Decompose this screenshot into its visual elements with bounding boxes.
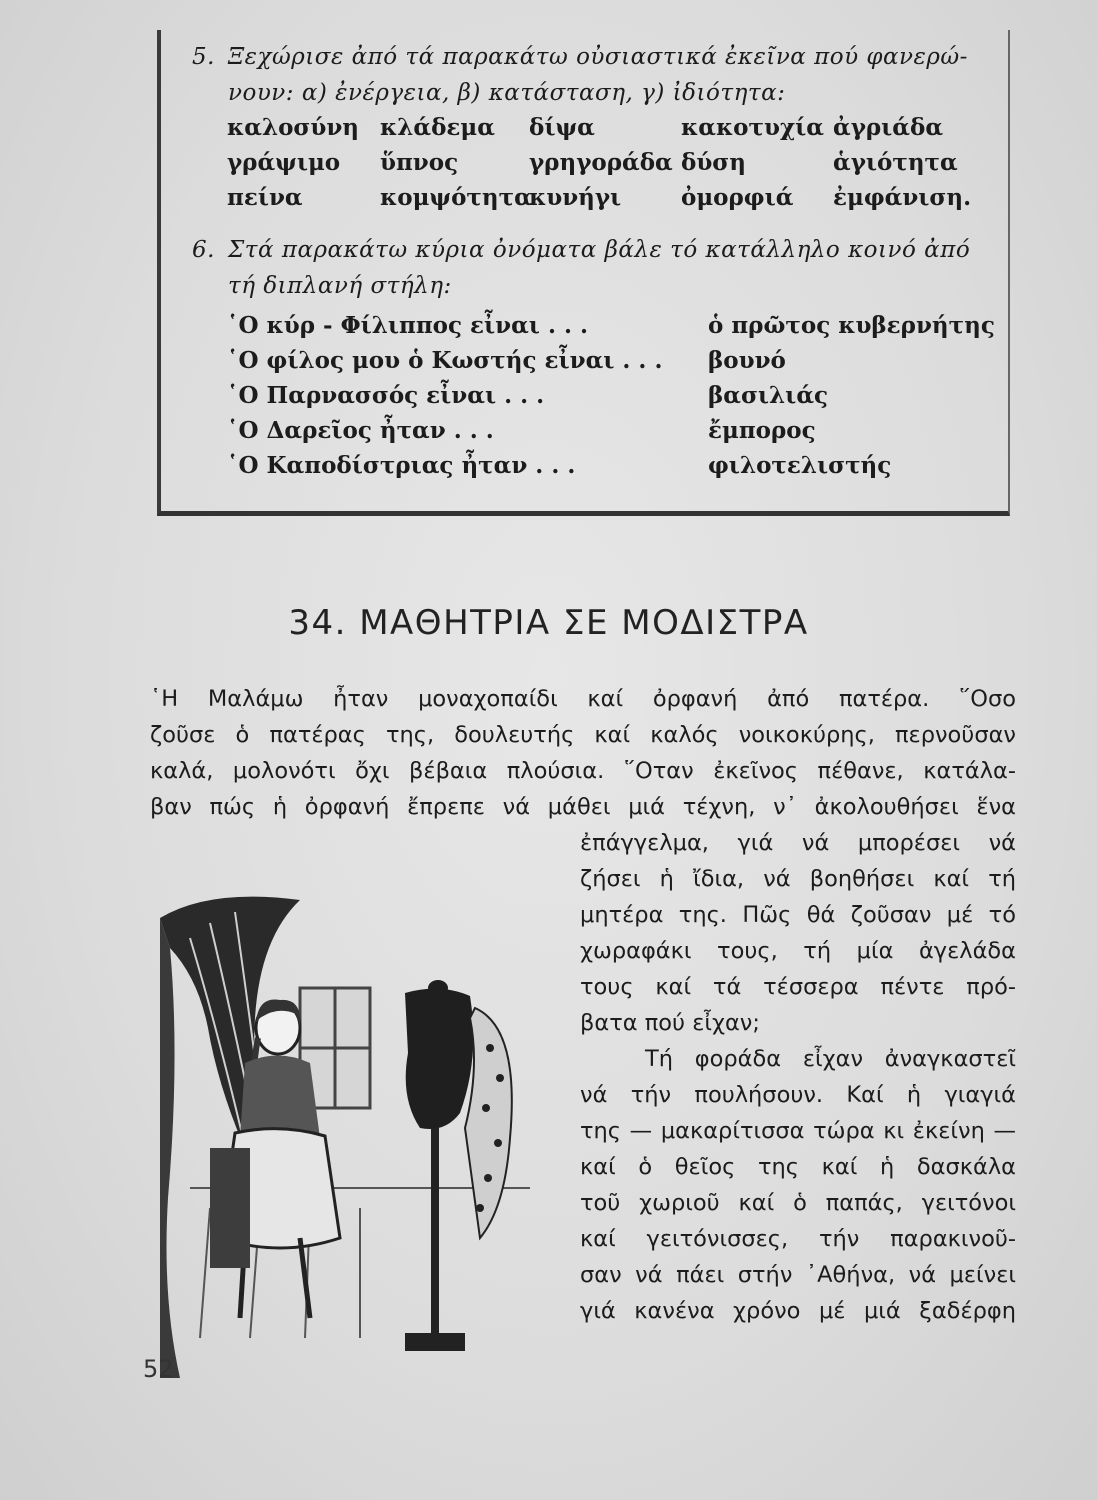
body-line: χωραφάκι τους, τή μία ἀγελάδα <box>580 938 1016 964</box>
match-left-item: ῾Ο Παρνασσός εἶναι . . . <box>227 382 545 409</box>
dress-form-base <box>405 1333 465 1351</box>
exercise-5-instruction-line-1: Ξεχώρισε ἀπό τά παρακάτω οὐσιαστικά ἐκεῖνα πού φανερώ- <box>228 44 968 70</box>
word: κομψότητα <box>380 184 532 211</box>
word: κλάδεμα <box>380 114 495 141</box>
body-line: καί γειτόνισσες, τήν παρακινοῦ- <box>580 1226 1016 1252</box>
curtain-fold <box>160 918 180 1378</box>
body-line: ῾Η Μαλάμω ἦταν μοναχοπαίδι καί ὀρφανή ἀπό πατέρα. ῞Οσο <box>150 686 1016 712</box>
match-left-item: ῾Ο κύρ - Φίλιππος εἶναι . . . <box>227 312 588 339</box>
match-right-item: φιλοτελιστής <box>708 452 892 479</box>
body-line: βαν πώς ἡ ὀρφανή ἔπρεπε νά μάθει μιά τέχνη, ν᾿ ἀκολουθήσει ἕνα <box>150 794 1016 820</box>
body-line: καλά, μολονότι ὄχι βέβαια πλούσια. ῞Οταν ἐκεῖνος πέθανε, κατάλα- <box>150 758 1016 784</box>
match-left-item: ῾Ο Δαρεῖος ἦταν . . . <box>227 417 494 444</box>
word: γρηγοράδα <box>529 149 673 176</box>
word: κακοτυχία <box>681 114 824 141</box>
body-line: σαν νά πάει στήν ᾿Αθήνα, νά μείνει <box>580 1262 1016 1288</box>
word: γράψιμο <box>227 149 341 176</box>
exercise-6-number: 6. <box>192 237 215 263</box>
chapter-title: 34. ΜΑΘΗΤΡΙΑ ΣΕ ΜΟΔΙΣΤΡΑ <box>288 603 809 643</box>
word: κυνήγι <box>529 184 622 211</box>
body-line: τους καί τά τέσσερα πέντε πρό- <box>580 974 1016 1000</box>
word: ὕπνος <box>380 149 459 176</box>
exercise-6-instruction-line-1: Στά παρακάτω κύρια ὀνόματα βάλε τό κατάλληλο κοινό ἀπό <box>228 237 971 263</box>
match-left-item: ῾Ο Καποδίστριας ἦταν . . . <box>227 452 576 479</box>
word: ἁγιότητα <box>833 149 958 176</box>
word: ἀγριάδα <box>833 114 944 141</box>
body-line: τοῦ χωριοῦ καί ὁ παπάς, γειτόνοι <box>580 1190 1016 1216</box>
body-line: μητέρα της. Πῶς θά ζοῦσαν μέ τό <box>580 902 1016 928</box>
dress-form-body <box>405 989 473 1129</box>
word: ἐμφάνιση. <box>833 184 972 211</box>
body-line: ζοῦσε ὁ πατέρας της, δουλευτής καί καλός νοικοκύρης, περνοῦσαν <box>150 722 1016 748</box>
match-right-item: ἔμπορος <box>708 417 816 444</box>
exercise-5-number: 5. <box>192 44 215 70</box>
word: πείνα <box>227 184 303 211</box>
page-number: 52 <box>143 1355 174 1383</box>
body-line: νά τήν πουλήσουν. Καί ἡ γιαγιά <box>580 1082 1016 1108</box>
body-line: ζήσει ἡ ἴδια, νά βοηθήσει καί τή <box>580 866 1016 892</box>
body-line: της — μακαρίτισσα τώρα κι ἐκείνη — <box>580 1118 1016 1144</box>
girl-legs <box>240 1238 310 1318</box>
dress-form-neck <box>428 980 448 996</box>
match-left-item: ῾Ο φίλος μου ὁ Κωστής εἶναι . . . <box>227 347 663 374</box>
body-line: Τή φοράδα εἶχαν ἀναγκαστεῖ <box>645 1046 1016 1072</box>
body-line: ἐπάγγελμα, γιά νά μπορέσει νά <box>580 830 1016 856</box>
exercise-6-instruction-line-2: τή διπλανή στήλη: <box>228 273 452 299</box>
match-right-item: βουνό <box>708 347 786 374</box>
body-line: βατα πού εἶχαν; <box>580 1010 760 1036</box>
word: δίψα <box>529 114 595 141</box>
chair <box>210 1148 250 1268</box>
word: δύση <box>681 149 746 176</box>
word: ὀμορφιά <box>681 184 794 211</box>
match-right-item: ὁ πρῶτος κυβερνήτης <box>708 312 995 339</box>
word: καλοσύνη <box>227 114 360 141</box>
match-right-item: βασιλιάς <box>708 382 829 409</box>
exercise-5-instruction-line-2: νουν: α) ἐνέργεια, β) κατάσταση, γ) ἰδιότητα: <box>228 80 786 106</box>
body-line: γιά κανένα χρόνο μέ μιά ξαδέρφη <box>580 1298 1016 1324</box>
body-line: καί ὁ θεῖος της καί ἡ δασκάλα <box>580 1154 1016 1180</box>
illustration-girl-sewing <box>150 878 580 1388</box>
